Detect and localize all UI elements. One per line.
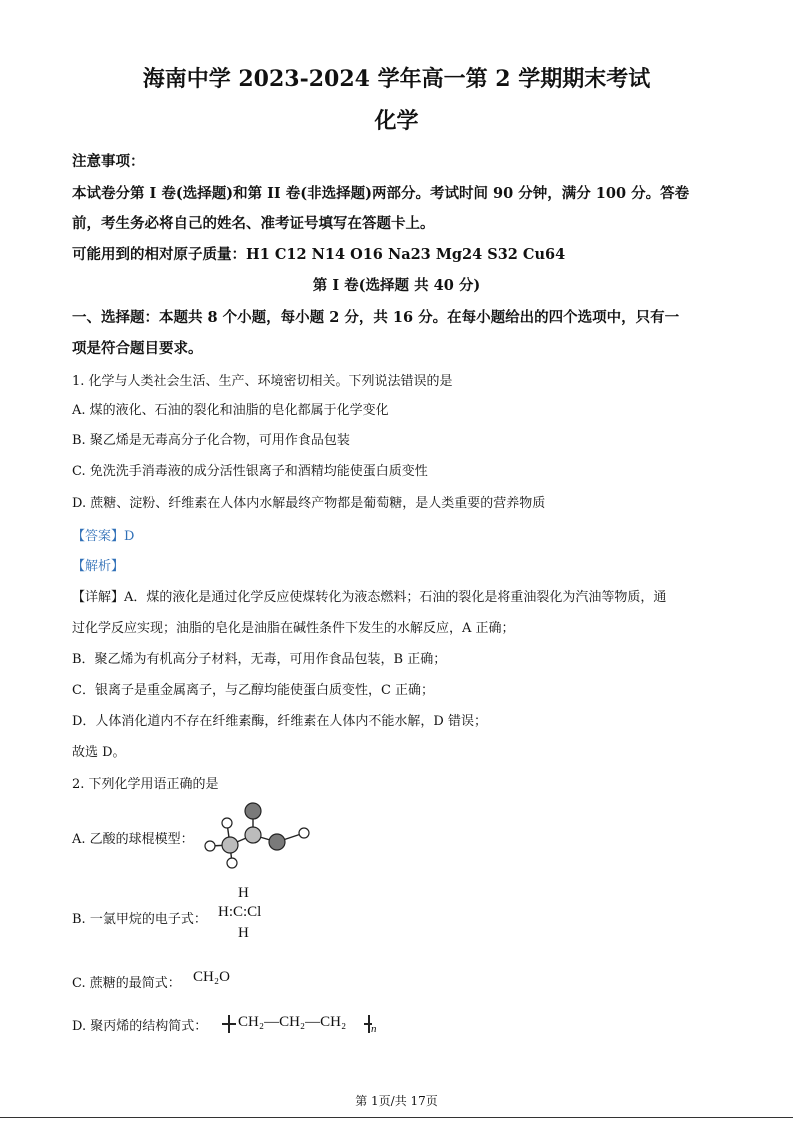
q1-detail-3: B．聚乙烯为有机高分子材料，无毒，可用作食品包装，B 正确； xyxy=(72,652,447,667)
page-footer: 第 1页/共 17页 xyxy=(355,1094,438,1108)
subject-title: 化学 xyxy=(374,108,419,134)
q1-detail-4: C．银离子是重金属离子，与乙醇均能使蛋白质变性，C 正确； xyxy=(72,683,435,698)
q1-conclusion: 故选 D。 xyxy=(72,745,126,760)
section-1-intro-2: 项是符合题目要求。 xyxy=(72,340,203,357)
q1-stem: 1. 化学与人类社会生活、生产、环境密切相关。下列说法错误的是 xyxy=(72,374,453,389)
bond-left xyxy=(222,1023,236,1025)
q1-option-b: B. 聚乙烯是无毒高分子化合物，可用作食品包装 xyxy=(72,433,350,448)
q2-option-a: A. 乙酸的球棍模型： xyxy=(72,832,194,847)
acetic-acid-ball-stick-model xyxy=(200,798,320,874)
q2-stem: 2. 下列化学用语正确的是 xyxy=(72,777,219,792)
polymer-subscript-n: n xyxy=(371,1023,377,1035)
section-1-intro-1: 一、选择题：本题共 8 个小题，每小题 2 分，共 16 分。在每小题给出的四个选项中，只有一 xyxy=(72,309,680,326)
q1-option-a: A. 煤的液化、石油的裂化和油脂的皂化都属于化学变化 xyxy=(72,403,389,418)
notice-line-1: 本试卷分第 I 卷(选择题)和第 II 卷(非选择题)两部分。考试时间 90 分钟，满分 100 分。答卷 xyxy=(72,185,690,202)
q1-analysis-label: 【解析】 xyxy=(72,559,125,574)
q1-detail-2: 过化学反应实现；油脂的皂化是油脂在碱性条件下发生的水解反应，A 正确； xyxy=(72,621,515,636)
q1-detail-5: D．人体消化道内不存在纤维素酶，纤维素在人体内不能水解，D 错误； xyxy=(72,714,487,729)
notice-line-3: 可能用到的相对原子质量：H1 C12 N14 O16 Na23 Mg24 S32 Cu64 xyxy=(72,246,566,263)
q1-option-c: C. 免洗洗手消毒液的成分活性银离子和酒精均能使蛋白质变性 xyxy=(72,464,428,479)
section-1-title: 第 I 卷(选择题 共 40 分) xyxy=(312,277,481,294)
bracket-right xyxy=(368,1015,370,1033)
q2-option-d: D. 聚丙烯的结构简式： xyxy=(72,1019,208,1034)
electron-formula-main: H:C:Cl xyxy=(218,904,262,920)
q1-detail-1: 【详解】A．煤的液化是通过化学反应使煤转化为液态燃料；石油的裂化是将重油裂化为汽油等物质，通 xyxy=(72,590,667,605)
notice-heading: 注意事项： xyxy=(72,153,145,170)
polymer-repeat-unit: CH₂—CH₂—CH₂ xyxy=(238,1014,347,1030)
q2-option-b: B. 一氯甲烷的电子式： xyxy=(72,912,207,927)
exam-title: 海南中学 2023-2024 学年高一第 2 学期期末考试 xyxy=(142,66,651,92)
electron-formula-top-h: H xyxy=(238,885,249,901)
notice-line-2: 前，考生务必将自己的姓名、准考证号填写在答题卡上。 xyxy=(72,215,435,232)
electron-formula-bottom-h: H xyxy=(238,925,249,941)
q1-option-d: D. 蔗糖、淀粉、纤维素在人体内水解最终产物都是葡萄糖，是人类重要的营养物质 xyxy=(72,496,546,511)
q1-answer: 【答案】D xyxy=(72,529,135,544)
q2-option-c: C. 蔗糖的最简式： xyxy=(72,976,181,991)
bottom-border-line xyxy=(0,1117,793,1118)
sucrose-simplest-formula: CH₂O xyxy=(193,969,230,985)
